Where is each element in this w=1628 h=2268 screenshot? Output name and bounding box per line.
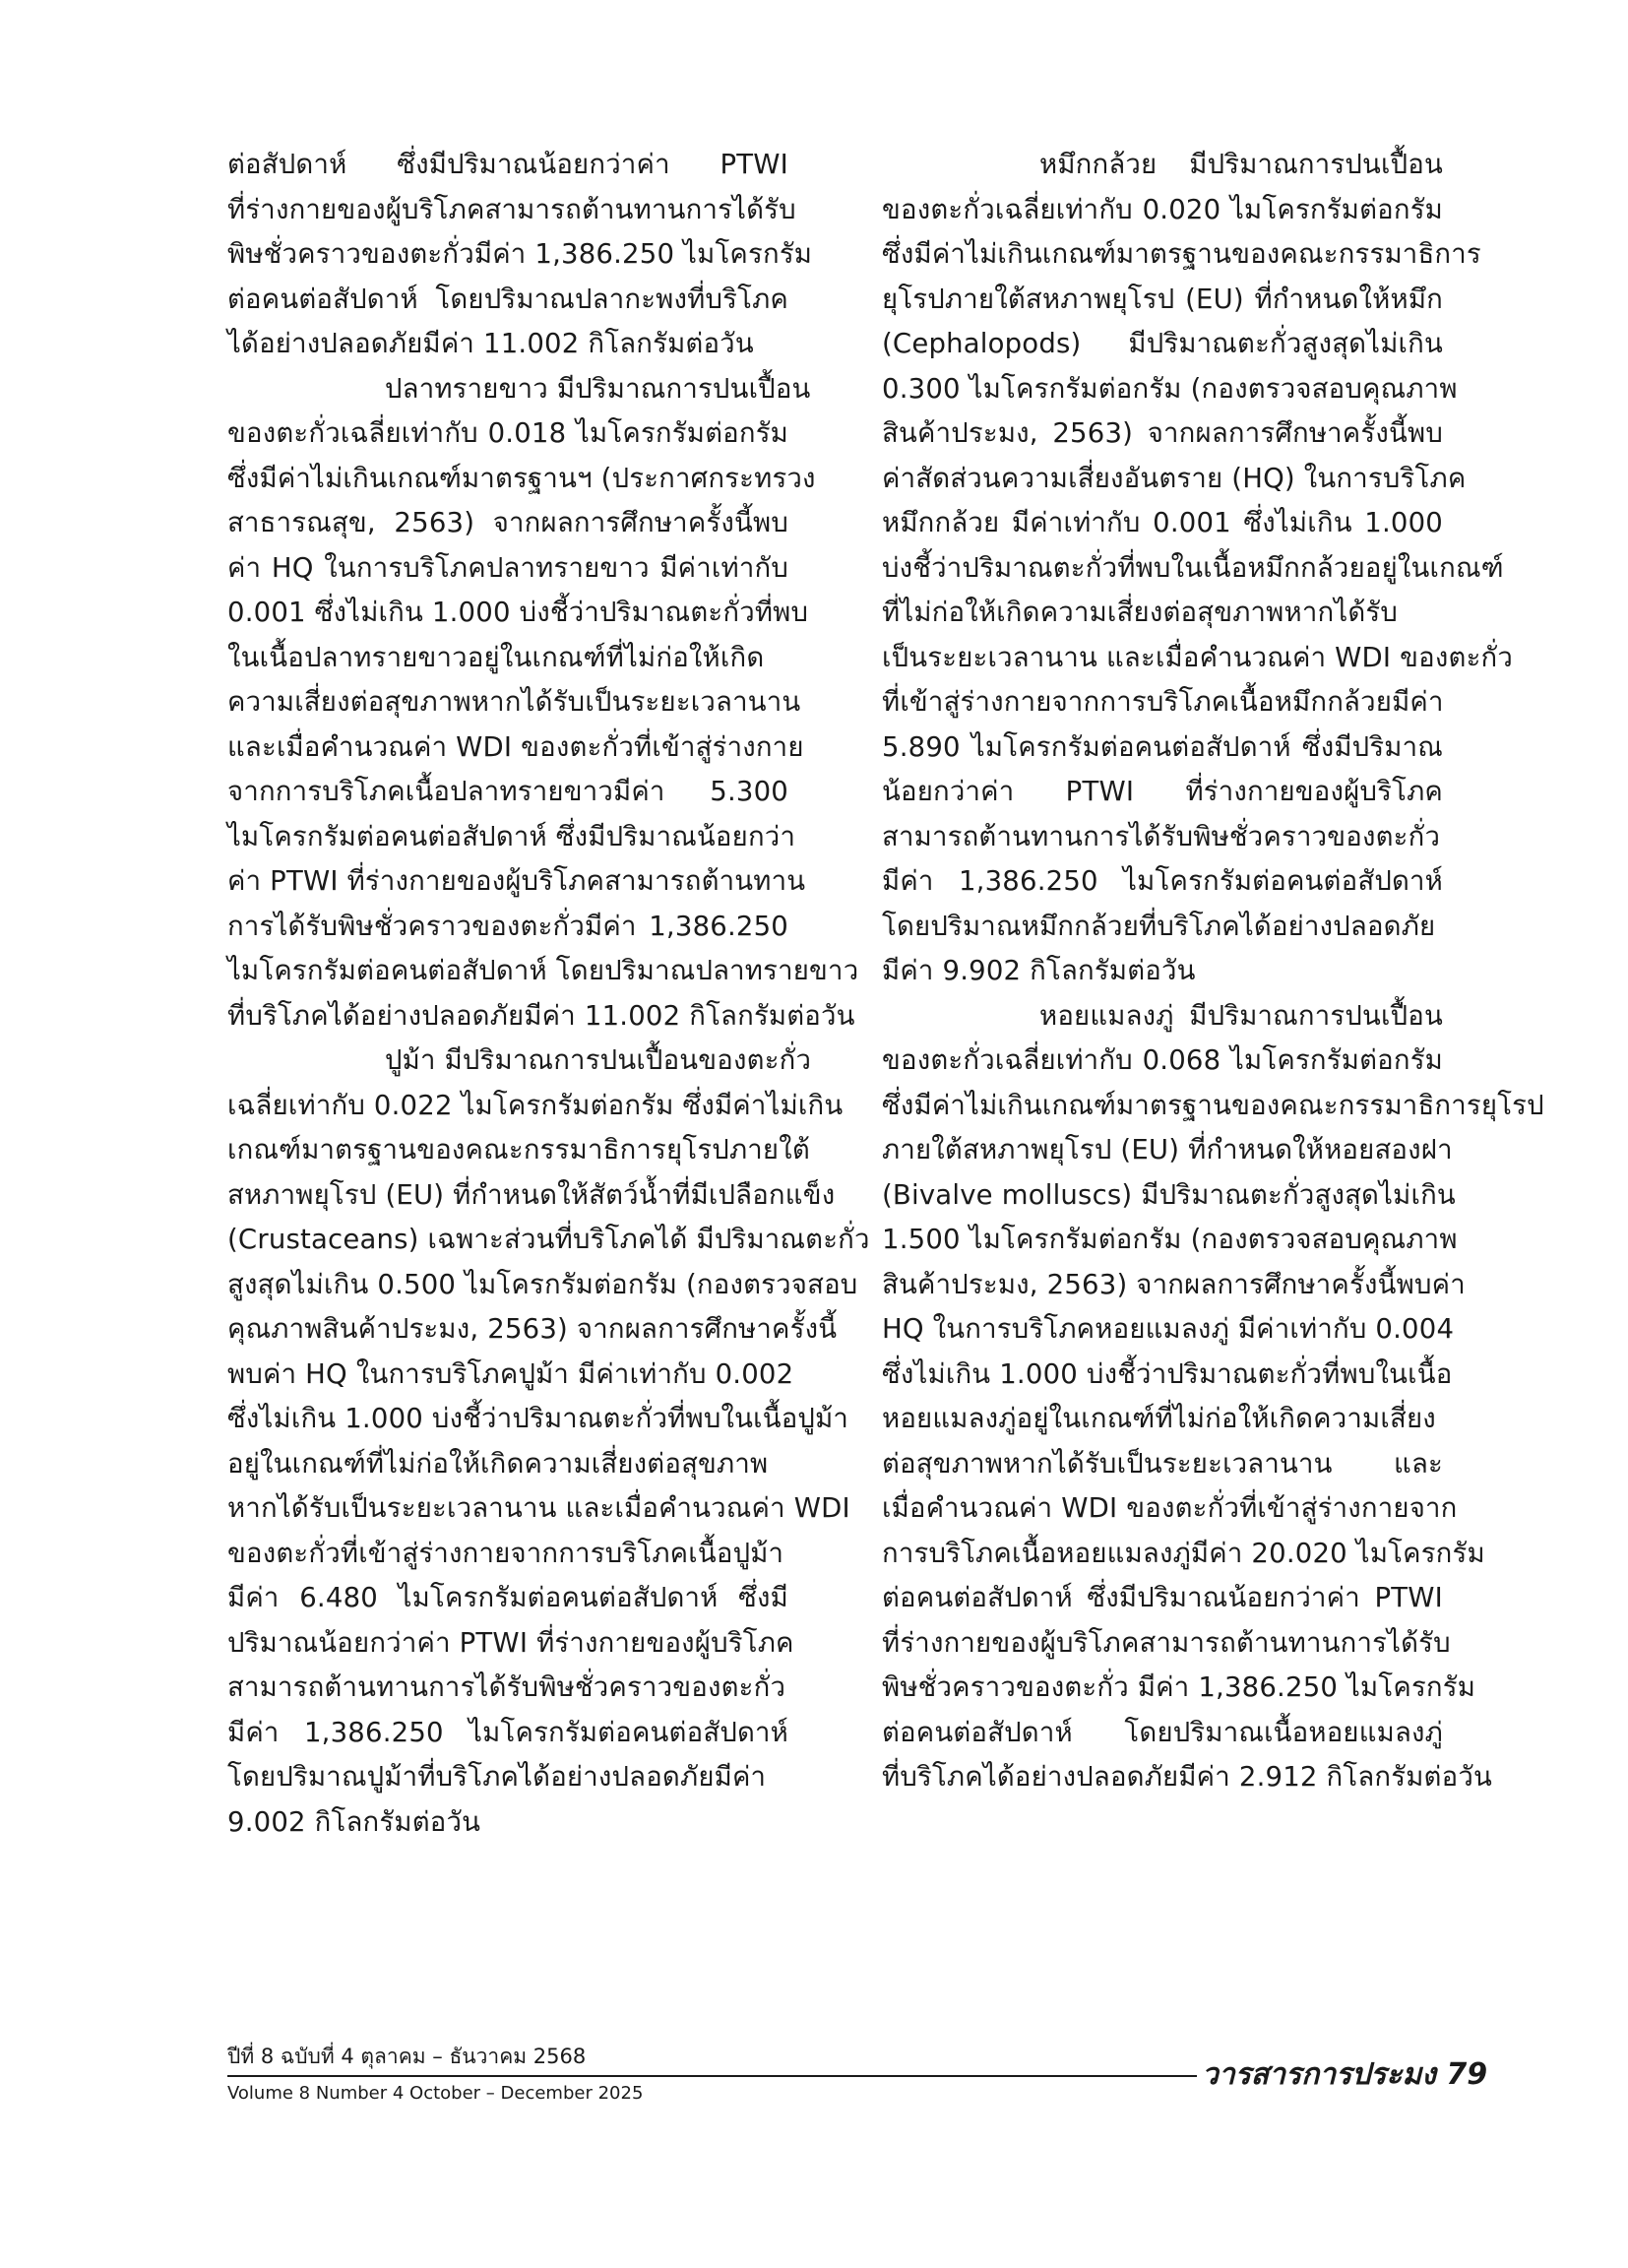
paragraph-line: ยุโรปภายใต้สหภาพยุโรป (EU) ที่กำหนดให้หมึก: [882, 283, 1443, 315]
paragraph-line: น้อยกว่าค่า PTWI ที่ร่างกายของผู้บริโภค: [882, 776, 1443, 807]
paragraph-line: ค่า PTWI ที่ร่างกายของผู้บริโภคสามารถต้านทาน: [227, 865, 806, 897]
paragraph-line: เกณฑ์มาตรฐานของคณะกรรมาธิการยุโรปภายใต้: [227, 1134, 810, 1166]
paragraph-line: ต่อสุขภาพหากได้รับเป็นระยะเวลานาน และ: [882, 1447, 1443, 1480]
paragraph-line: ความเสี่ยงต่อสุขภาพหากได้รับเป็นระยะเวลานาน: [227, 686, 801, 718]
paragraph-line: มีค่า 9.902 กิโลกรัมต่อวัน: [882, 955, 1196, 986]
paragraph-first-line: หอยแมลงภู่ มีปริมาณการปนเปื้อน: [1039, 999, 1443, 1032]
paragraph-line: ไมโครกรัมต่อคนต่อสัปดาห์ ซึ่งมีปริมาณน้อยกว่า: [227, 820, 796, 852]
paragraph-first-line: ปลาทรายขาว มีปริมาณการปนเปื้อน: [385, 372, 811, 405]
paragraph-line: ในเนื้อปลาทรายขาวอยู่ในเกณฑ์ที่ไม่ก่อให้เกิด: [227, 641, 765, 673]
paragraph-line: ปริมาณน้อยกว่าค่า PTWI ที่ร่างกายของผู้บริโภค: [227, 1626, 794, 1659]
paragraph-line: ไมโครกรัมต่อคนต่อสัปดาห์ โดยปริมาณปลาทรายขาว: [227, 955, 859, 986]
paragraph-line: 9.002 กิโลกรัมต่อวัน: [227, 1805, 481, 1838]
paragraph-line: และเมื่อคำนวณค่า WDI ของตะกั่วที่เข้าสู่ร่างกาย: [227, 730, 804, 763]
paragraph-line: ที่ร่างกายของผู้บริโภคสามารถต้านทานการได้รับ: [882, 1626, 1451, 1659]
paragraph-line: 1.500 ไมโครกรัมต่อกรัม (กองตรวจสอบคุณภาพ: [882, 1224, 1458, 1255]
paragraph-line: เป็นระยะเวลานาน และเมื่อคำนวณค่า WDI ของตะกั่ว: [882, 641, 1514, 673]
paragraph-line: ที่เข้าสู่ร่างกายจากการบริโภคเนื้อหมึกกล้วยมีค่า: [882, 686, 1444, 718]
paragraph-line: (Bivalve molluscs) มีปริมาณตะกั่วสูงสุดไม่เกิน: [882, 1178, 1456, 1211]
left-text-column: [227, 143, 870, 1845]
paragraph-line: ของตะกั่วเฉลี่ยเท่ากับ 0.068 ไมโครกรัมต่อกรัม: [882, 1044, 1443, 1076]
paragraph-line: ที่ร่างกายของผู้บริโภคสามารถต้านทานการได้รับ: [227, 193, 796, 225]
paragraph-line: ที่บริโภคได้อย่างปลอดภัยมีค่า 11.002 กิโลกรัมต่อวัน: [227, 999, 855, 1032]
paragraph-line: ภายใต้สหภาพยุโรป (EU) ที่กำหนดให้หอยสองฝา: [882, 1134, 1453, 1166]
paragraph-line: ซึ่งไม่เกิน 1.000 บ่งชี้ว่าปริมาณตะกั่วที่พบในเนื้อปูม้า: [227, 1403, 849, 1434]
paragraph-first-line: หมึกกล้วย มีปริมาณการปนเปื้อน: [1039, 149, 1443, 180]
paragraph-line: ที่บริโภคได้อย่างปลอดภัยมีค่า 2.912 กิโลกรัมต่อวัน: [882, 1761, 1492, 1793]
paragraph-line: 0.001 ซึ่งไม่เกิน 1.000 บ่งชี้ว่าปริมาณตะกั่วที่พบ: [227, 597, 809, 628]
paragraph-line: (Cephalopods) มีปริมาณตะกั่วสูงสุดไม่เกิน: [882, 328, 1443, 359]
paragraph-line: ค่าสัดส่วนความเสี่ยงอันตราย (HQ) ในการบริโภค: [882, 462, 1467, 494]
paragraph-line: ต่อคนต่อสัปดาห์ โดยปริมาณเนื้อหอยแมลงภู่: [882, 1716, 1443, 1748]
paragraph-line: (Crustaceans) เฉพาะส่วนที่บริโภคได้ มีปริมาณตะกั่ว: [227, 1224, 870, 1255]
paragraph-line: เฉลี่ยเท่ากับ 0.022 ไมโครกรัมต่อกรัม ซึ่งมีค่าไม่เกิน: [227, 1089, 844, 1121]
paragraph-line: ต่อสัปดาห์ ซึ่งมีปริมาณน้อยกว่าค่า PTWI: [227, 149, 788, 180]
paragraph-line: สินค้าประมง, 2563) จากผลการศึกษาครั้งนี้พบค่า: [882, 1268, 1466, 1300]
footer-journal-page-number: วารสารการประมง 79: [1202, 2057, 1488, 2092]
paragraph-line: ซึ่งมีค่าไม่เกินเกณฑ์มาตรฐานของคณะกรรมาธิการยุโรป: [882, 1089, 1544, 1121]
paragraph-line: บ่งชี้ว่าปริมาณตะกั่วที่พบในเนื้อหมึกกล้วยอยู่ในเกณฑ์: [882, 551, 1504, 584]
paragraph-line: คุณภาพสินค้าประมง, 2563) จากผลการศึกษาครั้งนี้: [227, 1313, 838, 1345]
paragraph-line: ที่ไม่ก่อให้เกิดความเสี่ยงต่อสุขภาพหากได้รับ: [882, 597, 1399, 628]
right-text-column: [882, 143, 1544, 1800]
paragraph-line: สหภาพยุโรป (EU) ที่กำหนดให้สัตว์น้ำที่มีเปลือกแข็ง: [227, 1178, 836, 1211]
paragraph-line: ต่อคนต่อสัปดาห์ ซึ่งมีปริมาณน้อยกว่าค่า PTWI: [882, 1582, 1443, 1613]
paragraph-line: โดยปริมาณหมึกกล้วยที่บริโภคได้อย่างปลอดภัย: [882, 910, 1436, 942]
paragraph-line: ซึ่งมีค่าไม่เกินเกณฑ์มาตรฐานของคณะกรรมาธิการ: [882, 238, 1481, 270]
paragraph-line: พิษชั่วคราวของตะกั่วมีค่า 1,386.250 ไมโครกรัม: [227, 238, 813, 270]
paragraph-line: ต่อคนต่อสัปดาห์ โดยปริมาณปลากะพงที่บริโภค: [227, 283, 788, 315]
paragraph-line: สาธารณสุข, 2563) จากผลการศึกษาครั้งนี้พบ: [227, 507, 788, 538]
paragraph-line: พบค่า HQ ในการบริโภคปูม้า มีค่าเท่ากับ 0.002: [227, 1357, 794, 1390]
paragraph-line: ได้อย่างปลอดภัยมีค่า 11.002 กิโลกรัมต่อวัน: [227, 328, 754, 359]
paragraph-line: อยู่ในเกณฑ์ที่ไม่ก่อให้เกิดความเสี่ยงต่อสุขภาพ: [227, 1447, 769, 1480]
paragraph-line: หากได้รับเป็นระยะเวลานาน และเมื่อคำนวณค่า WDI: [227, 1492, 850, 1524]
footer-issue-english: Volume 8 Number 4 October – December 2025: [227, 2083, 644, 2104]
paragraph-line: ซึ่งไม่เกิน 1.000 บ่งชี้ว่าปริมาณตะกั่วที่พบในเนื้อ: [882, 1357, 1453, 1390]
page-footer: [227, 2036, 1488, 2114]
paragraph-line: ของตะกั่วเฉลี่ยเท่ากับ 0.020 ไมโครกรัมต่อกรัม: [882, 193, 1443, 225]
paragraph-line: พิษชั่วคราวของตะกั่ว มีค่า 1,386.250 ไมโครกรัม: [882, 1671, 1476, 1703]
paragraph-line: ซึ่งมีค่าไม่เกินเกณฑ์มาตรฐานฯ (ประกาศกระทรวง: [227, 462, 816, 494]
paragraph-line: มีค่า 1,386.250 ไมโครกรัมต่อคนต่อสัปดาห์: [227, 1716, 788, 1748]
paragraph-line: สามารถต้านทานการได้รับพิษชั่วคราวของตะกั่ว: [227, 1671, 786, 1703]
paragraph-line: 5.890 ไมโครกรัมต่อคนต่อสัปดาห์ ซึ่งมีปริมาณ: [882, 730, 1443, 763]
paragraph-line: ค่า HQ ในการบริโภคปลาทรายขาว มีค่าเท่ากับ: [227, 551, 788, 584]
paragraph-line: หมึกกล้วย มีค่าเท่ากับ 0.001 ซึ่งไม่เกิน 1.000: [882, 507, 1443, 538]
paragraph-line: ของตะกั่วเฉลี่ยเท่ากับ 0.018 ไมโครกรัมต่อกรัม: [227, 417, 788, 449]
footer-issue-thai: ปีที่ 8 ฉบับที่ 4 ตุลาคม – ธันวาคม 2568: [227, 2045, 587, 2068]
paragraph-line: การได้รับพิษชั่วคราวของตะกั่วมีค่า 1,386.250: [227, 910, 788, 942]
paragraph-line: มีค่า 6.480 ไมโครกรัมต่อคนต่อสัปดาห์ ซึ่งมี: [227, 1582, 788, 1613]
paragraph-line: เมื่อคำนวณค่า WDI ของตะกั่วที่เข้าสู่ร่างกายจาก: [882, 1492, 1458, 1524]
paragraph-line: 0.300 ไมโครกรัมต่อกรัม (กองตรวจสอบคุณภาพ: [882, 372, 1458, 405]
paragraph-line: การบริโภคเนื้อหอยแมลงภู่มีค่า 20.020 ไมโครกรัม: [882, 1537, 1485, 1569]
paragraph-line: ของตะกั่วที่เข้าสู่ร่างกายจากการบริโภคเนื้อปูม้า: [227, 1537, 784, 1569]
paragraph-line: HQ ในการบริโภคหอยแมลงภู่ มีค่าเท่ากับ 0.004: [882, 1313, 1455, 1345]
paragraph-line: มีค่า 1,386.250 ไมโครกรัมต่อคนต่อสัปดาห์: [882, 865, 1443, 897]
paragraph-line: จากการบริโภคเนื้อปลาทรายขาวมีค่า 5.300: [227, 776, 788, 807]
footer-divider: [227, 2075, 1197, 2077]
paragraph-line: สามารถต้านทานการได้รับพิษชั่วคราวของตะกั่ว: [882, 820, 1441, 852]
paragraph-line: โดยปริมาณปูม้าที่บริโภคได้อย่างปลอดภัยมีค่า: [227, 1761, 767, 1793]
paragraph-line: สูงสุดไม่เกิน 0.500 ไมโครกรัมต่อกรัม (กองตรวจสอบ: [227, 1268, 858, 1300]
paragraph-line: หอยแมลงภู่อยู่ในเกณฑ์ที่ไม่ก่อให้เกิดความเสี่ยง: [882, 1403, 1436, 1434]
paragraph-line: สินค้าประมง, 2563) จากผลการศึกษาครั้งนี้พบ: [882, 417, 1443, 449]
paragraph-first-line: ปูม้า มีปริมาณการปนเปื้อนของตะกั่ว: [385, 1044, 812, 1076]
